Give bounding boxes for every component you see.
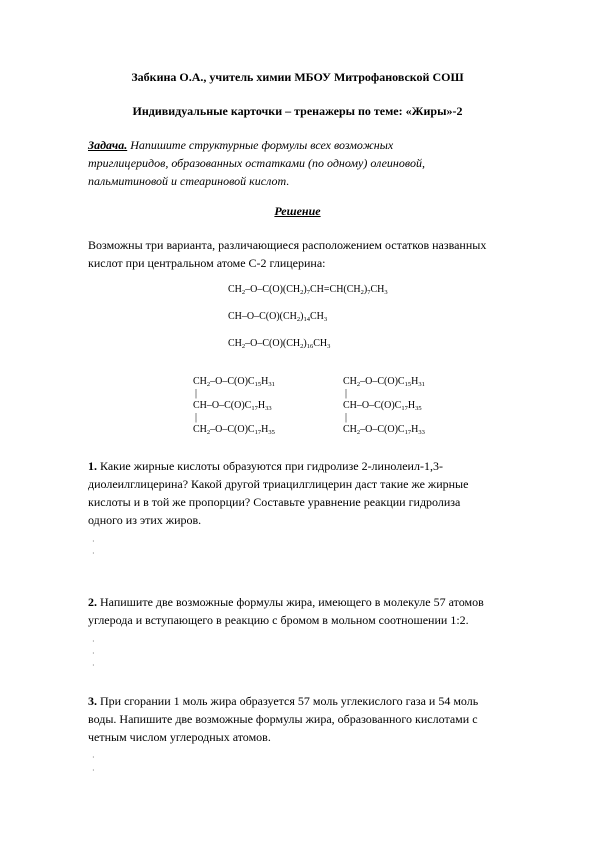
formula-subscript: 17 <box>251 405 258 412</box>
question-3-line-2: воды. Напишите две возможные формулы жира, образованного кислотами с <box>88 712 478 726</box>
formula-right-1 <box>343 376 425 387</box>
bond-left-2: | <box>195 412 198 423</box>
empty-paragraph-mark: · <box>92 661 95 670</box>
formula-text: ) <box>303 338 307 349</box>
formula-text: CH <box>343 376 357 387</box>
formula-subscript: 2 <box>206 381 211 388</box>
formula-text: –O–C(O)C <box>210 376 255 387</box>
formula-subscript: 16 <box>306 343 314 350</box>
formula-subscript: 2 <box>356 429 361 436</box>
formula-subscript: 33 <box>418 429 425 436</box>
formula-subscript: 35 <box>268 429 275 436</box>
subtitle: Индивидуальные карточки – тренажеры по теме: «Жиры»-2 <box>132 104 463 118</box>
formula-text: CH <box>309 311 324 322</box>
formula-text: –O–C(O)C <box>210 424 255 435</box>
formula-text: CH <box>228 338 242 349</box>
solution-title: Решение <box>274 204 321 218</box>
formula-left-2 <box>193 400 272 411</box>
formula-top-2 <box>228 311 327 322</box>
question-1-number: 1. <box>88 459 97 473</box>
empty-paragraph-mark: · <box>92 637 95 646</box>
formula-text: CH <box>343 424 357 435</box>
formula-text: H <box>411 424 419 435</box>
task-line-2: триглицеридов, образованных остатками (по одному) олеиновой, <box>88 156 425 170</box>
task-line-1: Задача. Напишите структурные формулы всех возможных <box>88 138 394 152</box>
formula-text: –O–C(O)(CH <box>245 338 301 349</box>
formula-text: CH <box>313 338 328 349</box>
formula-left-1 <box>193 376 275 387</box>
empty-paragraph-mark: · <box>92 549 95 558</box>
formula-subscript: 2 <box>300 343 304 350</box>
formula-text: CH <box>228 284 242 295</box>
formula-right-3 <box>343 424 425 435</box>
task-line-3: пальмитиновой и стеариновой кислот. <box>88 174 290 188</box>
question-3-number: 3. <box>88 694 97 708</box>
formula-subscript: 15 <box>404 381 412 388</box>
empty-paragraph-mark: · <box>92 537 95 546</box>
formula-top-1 <box>228 284 388 295</box>
formula-right-2 <box>343 400 422 411</box>
formula-top-3 <box>228 338 330 349</box>
formula-subscript: 17 <box>401 405 408 412</box>
bond-right-1: | <box>345 388 348 399</box>
question-2-line-2: углерода и вступающего в реакцию с бромом в мольном соотношении 1:2. <box>88 613 469 627</box>
formula-text: ) <box>303 284 307 295</box>
bond-right-2: | <box>345 412 348 423</box>
bond-left-1: | <box>195 388 198 399</box>
formula-text: CH <box>193 424 207 435</box>
question-3-line-1: 3. При сгорании 1 моль жира образуется 57 моль углекислого газа и 54 моль <box>88 694 479 708</box>
formula-text: –O–C(O)C <box>360 424 405 435</box>
formula-subscript: 7 <box>367 289 371 296</box>
formula-subscript: 15 <box>254 381 262 388</box>
empty-paragraph-mark: · <box>92 766 95 775</box>
question-1-line-1: 1. Какие жирные кислоты образуются при гидролизе 2-линолеил-1,3- <box>88 459 443 473</box>
formula-subscript: 31 <box>268 381 275 388</box>
empty-paragraph-mark: · <box>92 649 95 658</box>
empty-paragraph-mark: · <box>92 753 95 762</box>
question-2-line-1: 2. Напишите две возможные формулы жира, имеющего в молекуле 57 атомов <box>88 595 484 609</box>
formula-text: H <box>411 376 419 387</box>
formula-subscript: 17 <box>404 429 412 436</box>
question-3-line-3: четным числом углеродных атомов. <box>88 730 271 744</box>
formula-text: H <box>257 400 266 411</box>
question-1-line-3: кислоты и в той же пропорции? Составьте уравнение реакции гидролиза <box>88 495 461 509</box>
formula-text: H <box>261 376 269 387</box>
formula-subscript: 31 <box>418 381 425 388</box>
formula-text: CH <box>193 376 207 387</box>
task-label: Задача. <box>88 138 128 152</box>
question-1-line-4: одного из этих жиров. <box>88 513 202 527</box>
formula-subscript: 2 <box>300 289 304 296</box>
formula-text: CH–O–C(O)(CH <box>228 311 297 322</box>
question-2-number: 2. <box>88 595 97 609</box>
formula-subscript: 2 <box>206 429 211 436</box>
formula-subscript: 2 <box>360 289 364 296</box>
formula-subscript: 35 <box>415 405 422 412</box>
formula-text: CH–O–C(O)C <box>343 400 402 411</box>
formula-text: –O–C(O)(CH <box>245 284 301 295</box>
formula-left-3 <box>193 424 275 435</box>
formula-subscript: 2 <box>241 289 246 296</box>
formula-text: CH=CH(CH <box>310 284 361 295</box>
solution-line-2: кислот при центральном атоме С-2 глицерина: <box>88 256 326 270</box>
formula-subscript: 3 <box>327 343 331 350</box>
formula-subscript: 17 <box>254 429 262 436</box>
formula-text: ) <box>300 311 304 322</box>
formula-subscript: 14 <box>303 316 310 323</box>
formula-subscript: 3 <box>384 289 388 296</box>
formula-text: H <box>407 400 416 411</box>
formula-subscript: 7 <box>306 289 310 296</box>
formula-text: H <box>261 424 269 435</box>
formula-subscript: 2 <box>296 316 301 323</box>
author-line: Забкина О.А., учитель химии МБОУ Митрофановской СОШ <box>131 70 464 84</box>
formula-text: CH <box>370 284 385 295</box>
formula-text: CH–O–C(O)C <box>193 400 252 411</box>
solution-line-1: Возможны три варианта, различающиеся расположением остатков названных <box>88 238 487 252</box>
question-1-line-2: диолеилглицерина? Какой другой триацилглицерин даст такие же жирные <box>88 477 469 491</box>
formula-subscript: 2 <box>356 381 361 388</box>
formula-subscript: 3 <box>323 316 328 323</box>
formula-subscript: 33 <box>265 405 272 412</box>
formula-text: –O–C(O)C <box>360 376 405 387</box>
formula-subscript: 2 <box>241 343 246 350</box>
formula-text: ) <box>363 284 368 295</box>
